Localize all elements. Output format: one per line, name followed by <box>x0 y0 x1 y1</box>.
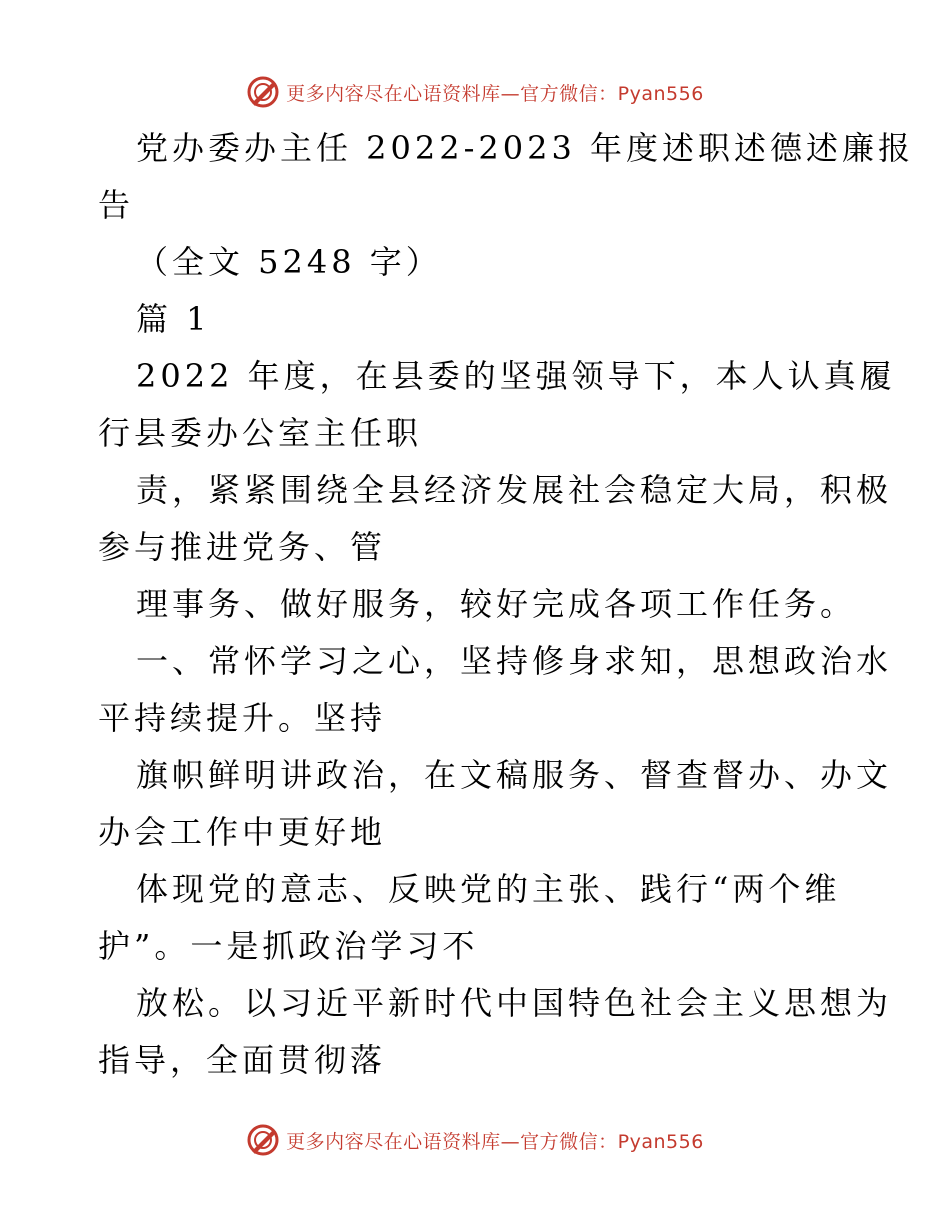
paragraph-line: 护”。一是抓政治学习不 <box>98 927 479 965</box>
paragraph-line: 放松。以习近平新时代中国特色社会主义思想为 <box>136 984 893 1022</box>
paragraph-line: 体现党的意志、反映党的主张、践行“两个维 <box>136 870 841 908</box>
paragraph-line: 办会工作中更好地 <box>98 813 387 851</box>
paragraph-line: 行县委办公室主任职 <box>98 414 423 452</box>
paragraph-line: 理事务、做好服务，较好完成各项工作任务。 <box>136 585 857 623</box>
pen-seal-logo-icon <box>246 75 280 109</box>
paragraph-line: 2022 年度，在县委的坚强领导下，本人认真履 <box>136 357 896 395</box>
paragraph-line: 旗帜鲜明讲政治，在文稿服务、督查督办、办文 <box>136 756 893 794</box>
paragraph-line: 参与推进党务、管 <box>98 528 387 566</box>
document-title-line-2: 告 <box>98 186 135 224</box>
pen-seal-logo-icon <box>246 1123 280 1157</box>
watermark-text: 更多内容尽在心语资料库—官方微信：Pyan556 <box>286 1130 704 1153</box>
paragraph-line: 指导，全面贯彻落 <box>98 1041 387 1079</box>
word-count-note: （全文 5248 字） <box>136 243 442 281</box>
watermark-text: 更多内容尽在心语资料库—官方微信：Pyan556 <box>286 82 704 105</box>
paragraph-line: 责，紧紧围绕全县经济发展社会稳定大局，积极 <box>136 471 893 509</box>
document-body <box>98 120 915 1089</box>
section-heading: 篇 1 <box>136 300 211 338</box>
document-title-line-1: 党办委办主任 2022-2023 年度述职述德述廉报 <box>136 129 915 167</box>
paragraph-line: 一、常怀学习之心，坚持修身求知，思想政治水 <box>136 642 893 680</box>
header-watermark <box>0 72 950 112</box>
paragraph-line: 平持续提升。坚持 <box>98 699 387 737</box>
footer-watermark <box>0 1120 950 1160</box>
